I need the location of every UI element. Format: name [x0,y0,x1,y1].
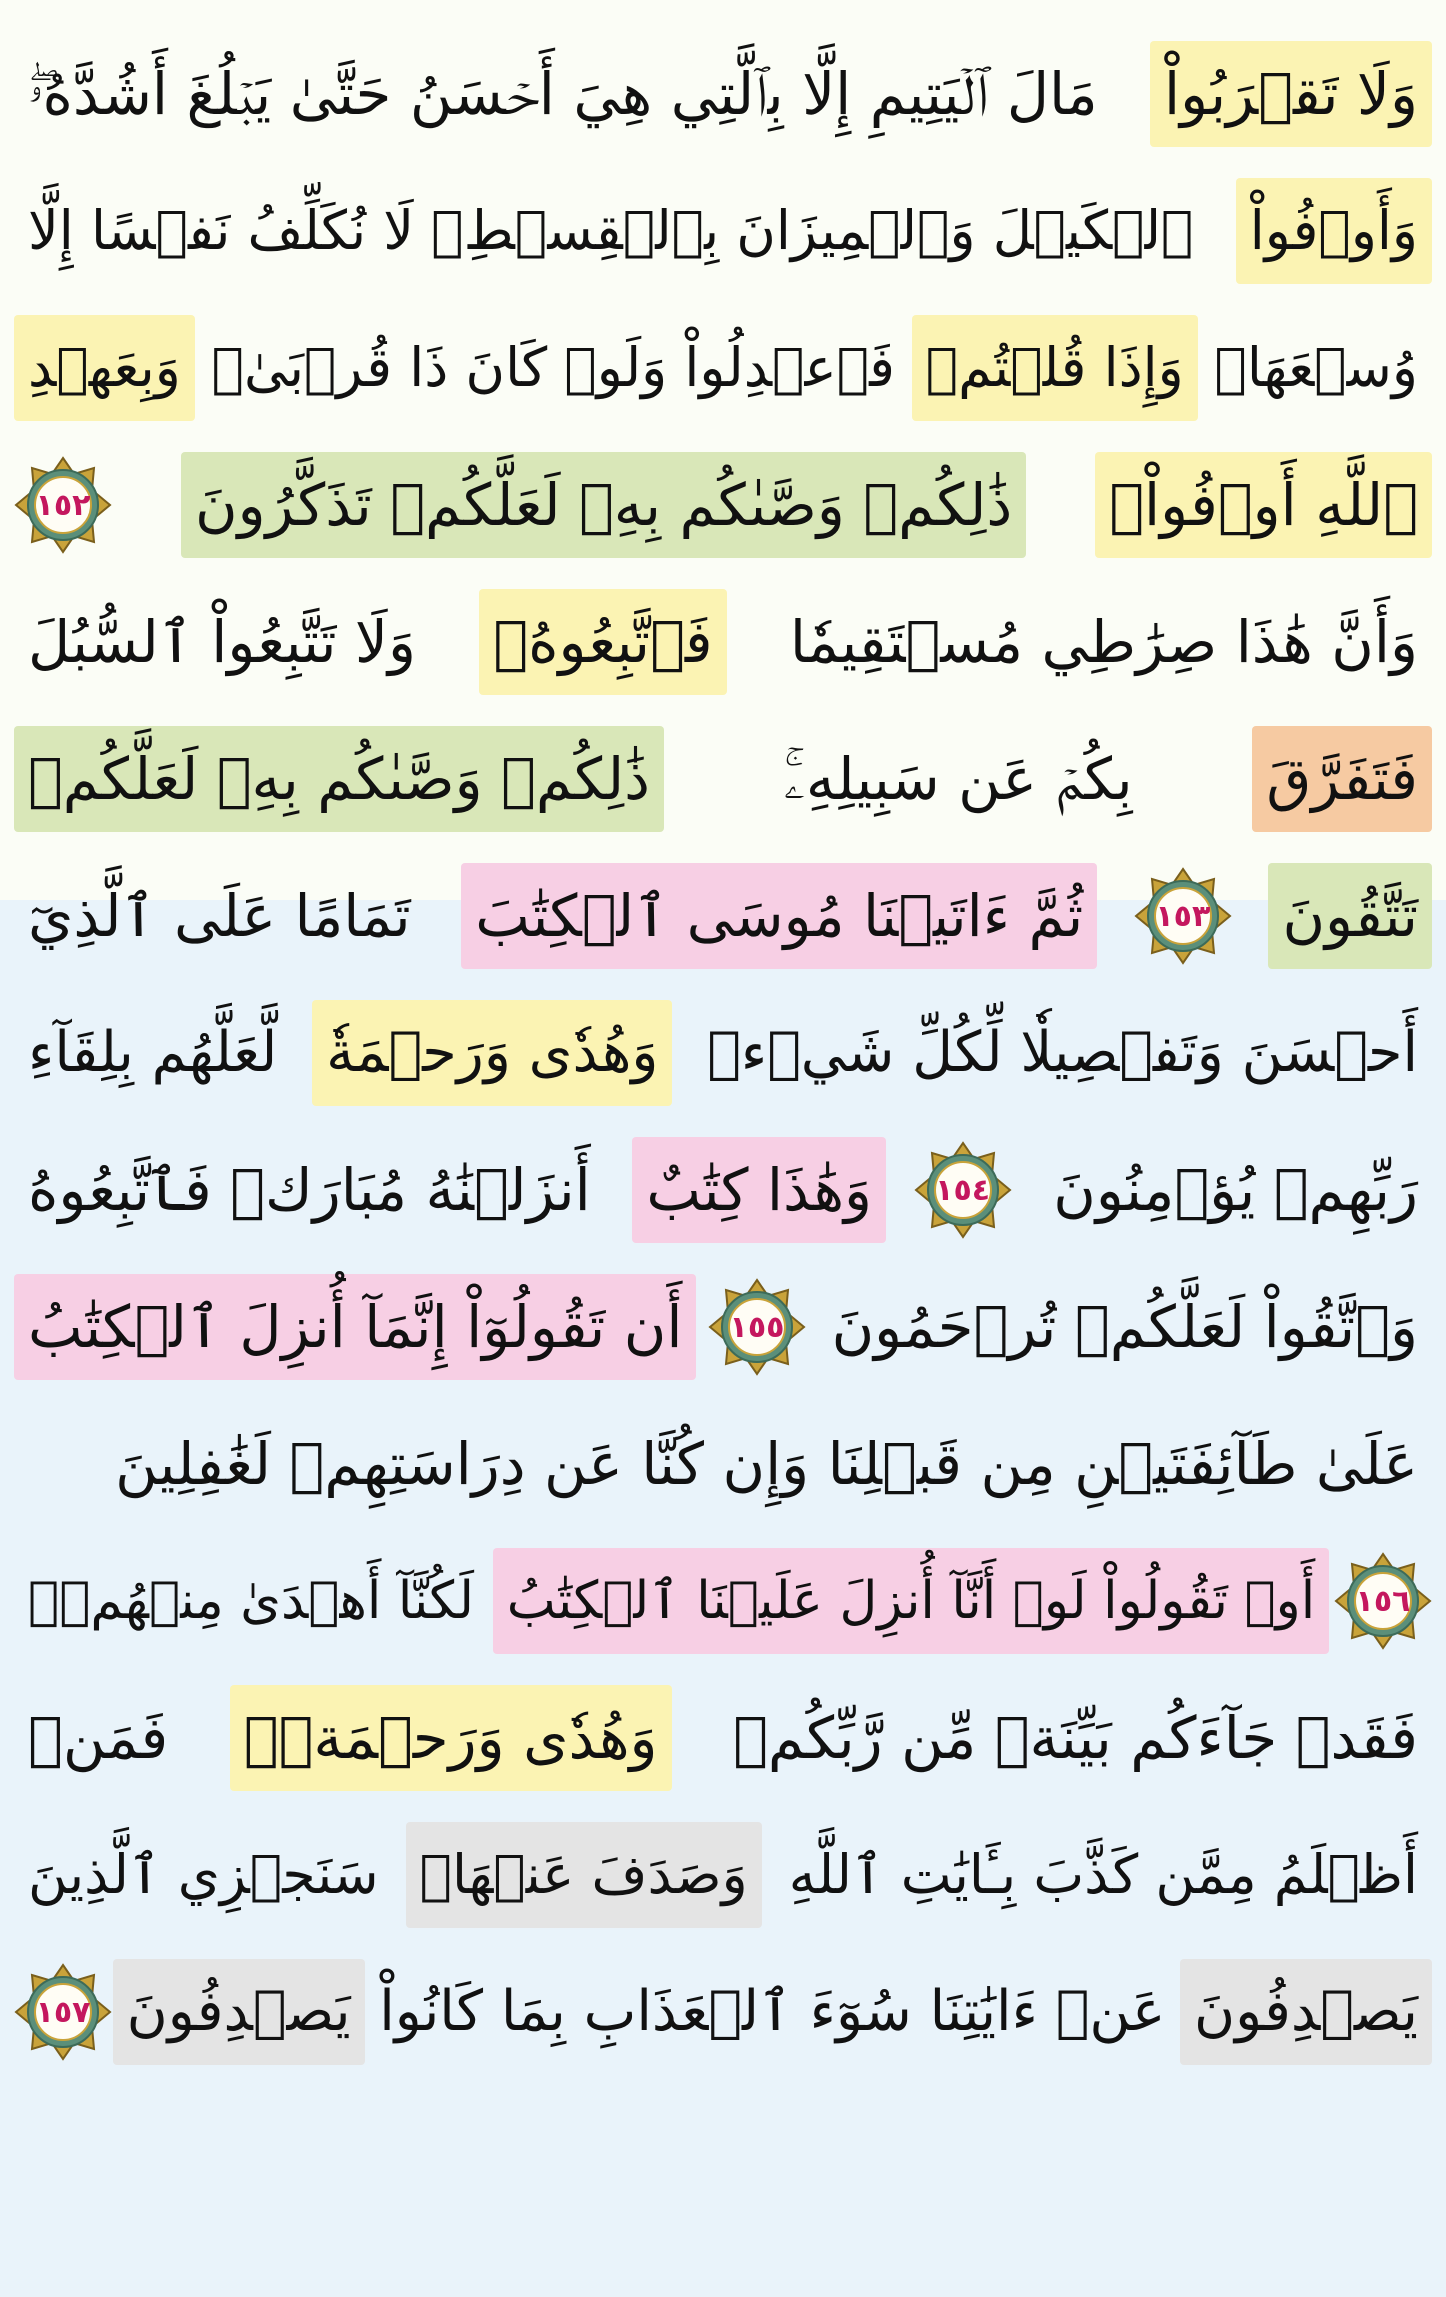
highlighted-phrase: وَلَا تَقۡرَبُواْ [1150,41,1432,147]
text-line [14,1670,1432,1806]
highlighted-phrase: وَهُدٗى وَرَحۡمَةٗ [312,1000,672,1106]
verse-number: ١٥٤ [935,1172,991,1208]
verse-text: بِكُمۡ عَن سَبِيلِهِۦۚ [783,745,1133,813]
highlighted-phrase: فَٱتَّبِعُوهُۖ [479,589,726,695]
highlighted-phrase: ذَٰلِكُمۡ وَصَّىٰكُم بِهِۦ لَعَلَّكُمۡ [14,726,664,832]
verse-text: فَٱعۡدِلُواْ وَلَوۡ كَانَ ذَا قُرۡبَىٰۖ [211,336,895,399]
verse-text: وَٱتَّقُواْ لَعَلَّكُمۡ تُرۡحَمُونَ [831,1293,1418,1361]
verse-text: عَلَىٰ طَآئِفَتَيۡنِ مِن قَبۡلِنَا وَإِن كُنَّا عَن دِرَاسَتِهِمۡ لَغَٰفِلِينَ [115,1430,1418,1498]
text-line [14,1122,1432,1258]
text-line [14,1533,1432,1669]
verse-text: أَظۡلَمُ مِمَّن كَذَّبَ بِـَٔايَٰتِ ٱللَّهِ [788,1843,1418,1906]
highlighted-phrase: أَن تَقُولُوٓاْ إِنَّمَآ أُنزِلَ ٱلۡكِتَٰبُ [14,1274,696,1380]
verse-number-marker [1134,867,1232,965]
text-line [14,1259,1432,1395]
verse-text: فَمَنۡ [28,1704,169,1772]
highlighted-phrase: وَبِعَهۡدِ [14,315,195,421]
text-line [14,163,1432,299]
verse-number-marker [708,1278,806,1376]
highlighted-phrase: يَصۡدِفُونَ [1180,1959,1432,2065]
text-line [14,1944,1432,2080]
text-line [14,26,1432,162]
text-line [14,1396,1432,1532]
highlighted-phrase: فَتَفَرَّقَ [1252,726,1432,832]
verse-number-marker [14,1963,112,2061]
verse-text: لَّعَلَّهُم بِلِقَآءِ [28,1020,278,1085]
verse-text: رَبِّهِمۡ يُؤۡمِنُونَ [1053,1156,1418,1224]
highlighted-phrase: ثُمَّ ءَاتَيۡنَا مُوسَى ٱلۡكِتَٰبَ [461,863,1097,969]
verse-number-marker [1334,1552,1432,1650]
highlighted-phrase: وَأَوۡفُواْ [1236,178,1432,284]
text-line [14,1807,1432,1943]
verse-text: مَالَ ٱلۡيَتِيمِ إِلَّا بِٱلَّتِي هِيَ أَحۡسَنُ حَتَّىٰ يَبۡلُغَ أَشُدَّهُۥۖ [28,60,1098,128]
highlighted-phrase: وَصَدَفَ عَنۡهَاۗ [406,1822,762,1928]
highlighted-phrase: يَصۡدِفُونَ [113,1959,365,2065]
verse-text: سَنَجۡزِي ٱلَّذِينَ [28,1843,379,1906]
highlighted-phrase: ذَٰلِكُمۡ وَصَّىٰكُم بِهِۦ لَعَلَّكُمۡ تَذَكَّرُونَ [181,452,1026,558]
verse-number-marker [914,1141,1012,1239]
verse-number: ١٥٢ [35,487,91,523]
verse-text: تَمَامًا عَلَى ٱلَّذِيٓ [28,882,411,950]
verse-number: ١٥٧ [35,1994,91,2030]
verse-text: وَأَنَّ هَٰذَا صِرَٰطِي مُسۡتَقِيمٗا [789,608,1418,676]
verse-number: ١٥٣ [1155,898,1211,934]
text-line [14,848,1432,984]
text-line [14,574,1432,710]
verse-text: ٱلۡكَيۡلَ وَٱلۡمِيزَانَ بِٱلۡقِسۡطِۖ لَا نُكَلِّفُ نَفۡسًا إِلَّا [28,199,1194,262]
verse-text: عَنۡ ءَايَٰتِنَا سُوٓءَ ٱلۡعَذَابِ بِمَا كَانُواْ [379,1979,1166,2044]
text-line [14,985,1432,1121]
verse-text: فَقَدۡ جَآءَكُم بَيِّنَةٞ مِّن رَّبِّكُمۡ [733,1704,1418,1772]
text-line [14,437,1432,573]
highlighted-phrase: وَإِذَا قُلۡتُمۡ [912,315,1198,421]
verse-number: ١٥٥ [729,1309,785,1345]
highlighted-phrase: وَهَٰذَا كِتَٰبٌ [632,1137,886,1243]
highlighted-phrase: تَتَّقُونَ [1268,863,1432,969]
text-line [14,711,1432,847]
verse-text: وُسۡعَهَاۖ [1214,336,1418,399]
verse-text: وَلَا تَتَّبِعُواْ ٱلسُّبُلَ [28,608,416,676]
verse-number: ١٥٦ [1355,1583,1411,1619]
verse-text: أَحۡسَنَ وَتَفۡصِيلٗا لِّكُلِّ شَيۡءٖ [707,1020,1418,1085]
verse-text: لَكُنَّآ أَهۡدَىٰ مِنۡهُمۡۚ [28,1571,474,1631]
highlighted-phrase: وَهُدٗى وَرَحۡمَةٞۚ [230,1685,672,1791]
highlighted-phrase: ٱللَّهِ أَوۡفُواْۚ [1095,452,1432,558]
text-line [14,300,1432,436]
verse-number-marker [14,456,112,554]
highlighted-phrase: أَوۡ تَقُولُواْ لَوۡ أَنَّآ أُنزِلَ عَلَيۡنَا ٱلۡكِتَٰبُ [493,1548,1329,1654]
verse-text: أَنزَلۡنَٰهُ مُبَارَكٞ فَٱتَّبِعُوهُ [28,1156,591,1224]
